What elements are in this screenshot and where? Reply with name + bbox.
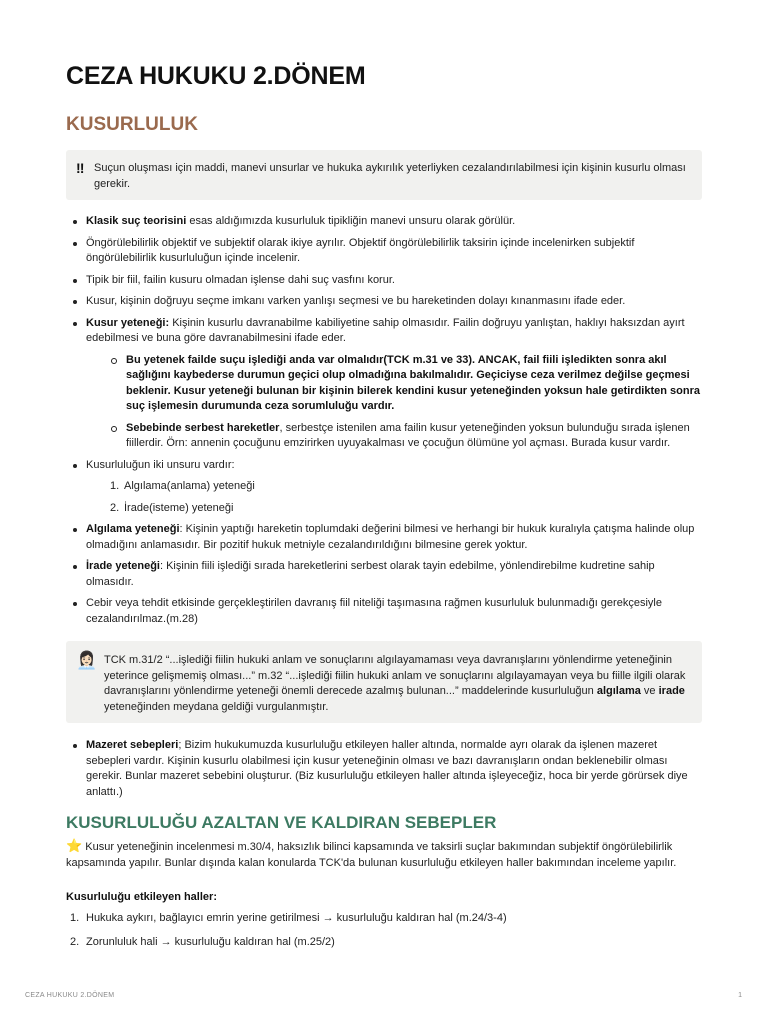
bold-term: İrade yeteneği [86, 560, 160, 572]
callout-text: TCK m.31/2 “...işlediği fiilin hukuki anlam ve sonuçlarını algılayamaması veya davranışlarını yönlendirme yeteneğinin yeterince gelişmemiş olması...” m.32 “...işlediği fiilin hukuki anlam ve sonuçlarını algılayamayan veya bu fiille ilgili olarak davranışlarını yönlendirme yeteneği önemli derecede azalmış bulunan...” maddelerinde kusurluluğun [104, 654, 686, 697]
list-text: Kusurluluğun iki unsuru vardır: [86, 458, 235, 471]
bold-term: Algılama yeteneği [86, 523, 180, 535]
footer-title: CEZA HUKUKU 2.DÖNEM [25, 992, 115, 999]
bullet-list-main [66, 214, 702, 633]
sub-list [86, 353, 702, 452]
list-text: Hukuka aykırı, bağlayıcı emrin yerine getirilmesi → kusurluluğu kaldıran hal (m.24/3-4) [86, 912, 507, 924]
subheading [66, 890, 702, 906]
callout-quote [66, 641, 702, 723]
list-item [66, 316, 702, 452]
sub-list-item [86, 421, 702, 452]
list-text: : Kişinin yaptığı hareketin toplumdaki değerini bilmesi ve herhangi bir hukuk kuralıyla çatışma halinde olup olmadığını anlamasıdır. Bir pozitif hukuk metniyle cezalandırıldığını bilmesine gerek yoktur. [86, 523, 695, 551]
bold-term: Kusur yeteneği: [86, 316, 170, 329]
page-number: 1 [738, 992, 742, 999]
bold-text: Bu yetenek failde suçu işlediği anda var olmalıdır(TCK m.31 ve 33). ANCAK, fail fiili işledikten sonra akıl sağlığını kaybederse durumun geçici olup olmadığına bakılmalıdır. Geçiciyse ceza verilmez değilse geçmesi beklenir. Kusur yeteneği bulunan bir kişinin bilerek kendini kusur yeteneğinden yoksun hale getirdikten sonra suç işlemesin durumunda ceza sorumluluğu vardır. [126, 353, 700, 412]
numbered-list [86, 479, 702, 516]
numbered-item [66, 911, 702, 927]
item-number: 1. [110, 480, 120, 492]
callout-text: ve [640, 685, 659, 697]
numbered-item [86, 501, 702, 517]
list-item [66, 294, 702, 310]
bold-term: Sebebinde serbest hareketler [126, 421, 280, 434]
numbered-item [66, 935, 702, 951]
star-icon: ⭐ [66, 838, 83, 853]
bullet-list-mazeret [66, 738, 702, 806]
section-heading-kusurluluk: KUSURLULUK [66, 114, 198, 135]
list-text: esas aldığımızda kusurluluk tipikliğin manevi unsuru olarak görülür. [186, 215, 516, 227]
list-text: Cebir veya tehdit etkisinde gerçekleştirilen davranış fiil niteliği taşımasına rağmen kusurluluk bulunmadığı gerekçesiyle cezalandırılmaz.(m.28) [86, 597, 662, 625]
list-text: Öngörülebilirlik objektif ve subjektif olarak ikiye ayrılır. Objektif öngörülebilirlik taksirin içinde incelenirken subjektif öngörülebilirlik kusurluluğun içinde incelenir. [86, 236, 635, 264]
list-item [66, 273, 702, 289]
sub-list-item [86, 353, 702, 415]
bold-term: Mazeret sebepleri [86, 739, 179, 751]
paragraph-text: Kusur yeteneğinin incelenmesi m.30/4, haksızlık bilinci kapsamında ve taksirli suçlar bakımından subjektif öngörülebilirlik kapsamında yapılır. Bunlar dışında kalan konularda TCK'da bulunan kusurluluğu etkileyen haller bakımından inceleme yapılır. [66, 841, 677, 869]
numbered-list-haller [66, 911, 702, 958]
subheading-text: Kusurluluğu etkileyen haller: [66, 891, 217, 903]
list-text: Zorunluluk hali → kusurluluğu kaldıran hal (m.25/2) [86, 935, 335, 948]
list-item [66, 596, 702, 627]
section-heading-azaltan-kaldiran: KUSURLULUĞU AZALTAN VE KALDIRAN SEBEPLER [66, 813, 497, 832]
list-text: Algılama(anlama) yeteneği [124, 480, 255, 492]
item-number: 2. [110, 501, 120, 514]
page-title: CEZA HUKUKU 2.DÖNEM [66, 62, 366, 90]
bold-term: algılama [596, 685, 641, 697]
list-text: Kusur, kişinin doğruyu seçme imkanı varken yanlışı seçmesi ve bu hareketinden dolayı kınanmasını ifade eder. [86, 295, 626, 307]
numbered-item [86, 479, 702, 495]
list-item [66, 236, 702, 267]
list-text: : Kişinin fiili işlediği sırada hareketlerini serbest olarak tayin edebilme, yönlendirebilme kudretine sahip olmasıdır. [86, 560, 655, 588]
item-number: 1. [70, 912, 80, 924]
bold-term: Klasik suç teorisini [86, 215, 187, 227]
list-item [66, 738, 702, 800]
list-text: ; Bizim hukukumuzda kusurluluğu etkileyen haller altında, normalde ayrı olarak da işlenen mazeret sebepleri vardır. Kişinin kusurlu olabilmesi için kusur yeteneğinin olması ve bazı davranışların ondan beklenebilir olması gerekir. Bunlar mazeret sebebini oluşturur. (Biz kusurluluğu etkileyen haller altında işleyeceğiz, hoca bir yerde görürsek diye anlattı.) [86, 739, 688, 798]
item-number: 2. [70, 935, 80, 948]
list-text: İrade(isteme) yeteneği [124, 501, 234, 514]
person-icon: 👩🏻‍💼 [76, 651, 98, 670]
list-item [66, 522, 702, 553]
list-text: , serbestçe istenilen ama failin kusur yeteneğinden yoksun bulunduğu sırada işlenen fiillerdir. Örn: annenin çocuğunu emzirirken uyuyakalması ve çocuğun ölümüne yol açması. Burada kusur vardır. [126, 421, 690, 449]
intro-paragraph [66, 838, 702, 871]
bold-term: irade [658, 685, 685, 697]
callout-text: yeteneğinden meydana geldiği vurgulanmıştır. [104, 700, 329, 713]
double-exclamation-icon: ‼ [76, 160, 85, 176]
list-item [66, 214, 702, 230]
list-item [66, 559, 702, 590]
list-text: Tipik bir fiil, failin kusuru olmadan işlense dahi suç vasfını korur. [86, 273, 395, 286]
callout-text: Suçun oluşması için maddi, manevi unsurlar ve hukuka aykırılık yeterliyken cezalandırılabilmesi için kişinin kusurlu olması gerekir. [94, 162, 686, 190]
list-text: Kişinin kusurlu davranabilme kabiliyetine sahip olmasıdır. Failin doğruyu yanlıştan, haklıyı haksızdan ayırt edebilmesi ve buna göre davranabilmesini ifade eder. [86, 316, 685, 344]
list-item [66, 458, 702, 517]
callout-note [66, 150, 702, 200]
